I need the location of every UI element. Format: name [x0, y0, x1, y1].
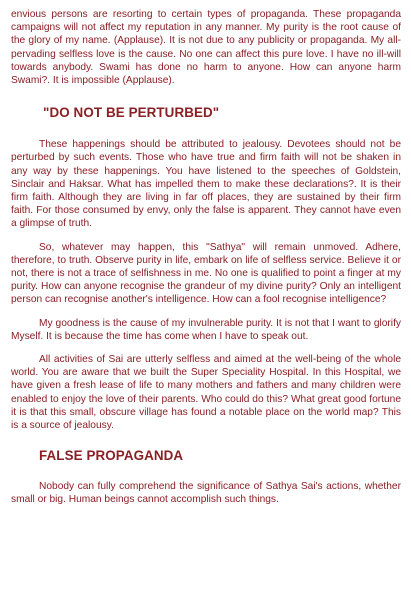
paragraph-gap: [11, 307, 401, 317]
paragraph-sathya-unmoved: So, whatever may happen, this "Sathya" will remain unmoved. Adhere, therefore, to truth. Observe purity in life, embark on life of selfless service. Believe it or not, there is not a trace of selfishness in me. No one is qualified to point a finger at my purity. How can anyone recognise the grandeur of my divine purity? Only an intelligent person can recognise another's intelligence. How can a fool recognise intelligence?: [11, 241, 401, 306]
paragraph-gap: [11, 343, 401, 353]
paragraph-nobody-can-comprehend: Nobody can fully comprehend the significance of Sathya Sai's actions, whether small or big. Human beings cannot accomplish such things.: [11, 481, 401, 506]
paragraph-activities-of-sai: All activities of Sai are utterly selfless and aimed at the well-being of the whole world. You are aware that we built the Super Speciality Hospital. In this Hospital, we have given a fresh lease of life to many mothers and fathers and many children were enabled to enjoy the love of their parents. Who could do this? What great good fortune it is that this small, obscure village has found a notable place on the world map? This is a source of jealousy.: [11, 354, 401, 432]
section-heading-false-propaganda: FALSE PROPAGANDA: [39, 448, 184, 464]
paragraph-jealousy: These happenings should be attributed to jealousy. Devotees should not be perturbed by such events. Those who have true and firm faith will not be shaken in any way by these happenings. You have listened to the speeches of Goldstein, Sinclair and Haksar. What has impelled them to make these declarations?. It is their firm faith. Although they are living in far off places, they are sustained by their firm faith. For those consumed by envy, only the false is apparent. They cannot have even a glimpse of truth.: [11, 139, 401, 230]
section-heading-do-not-be-perturbed: "DO NOT BE PERTURBED": [43, 105, 220, 121]
paragraph-goodness: My goodness is the cause of my invulnerable purity. It is not that I want to glorify Myself. It is because the time has come when I have to speak out.: [11, 317, 401, 342]
paragraph-gap: [11, 231, 401, 241]
paragraph-intro: envious persons are resorting to certain types of propaganda. These propaganda campaigns will not affect my reputation in any manner. My purity is the root cause of the glory of my name. (Applause). It is not due to any publicity or propaganda. My all-pervading selfless love is the cause. No one can affect this pure love. I have no ill-will towards anybody. Swami has done no harm to anyone. How can anyone harm Swami?. It is impossible (Applause).: [11, 9, 401, 87]
